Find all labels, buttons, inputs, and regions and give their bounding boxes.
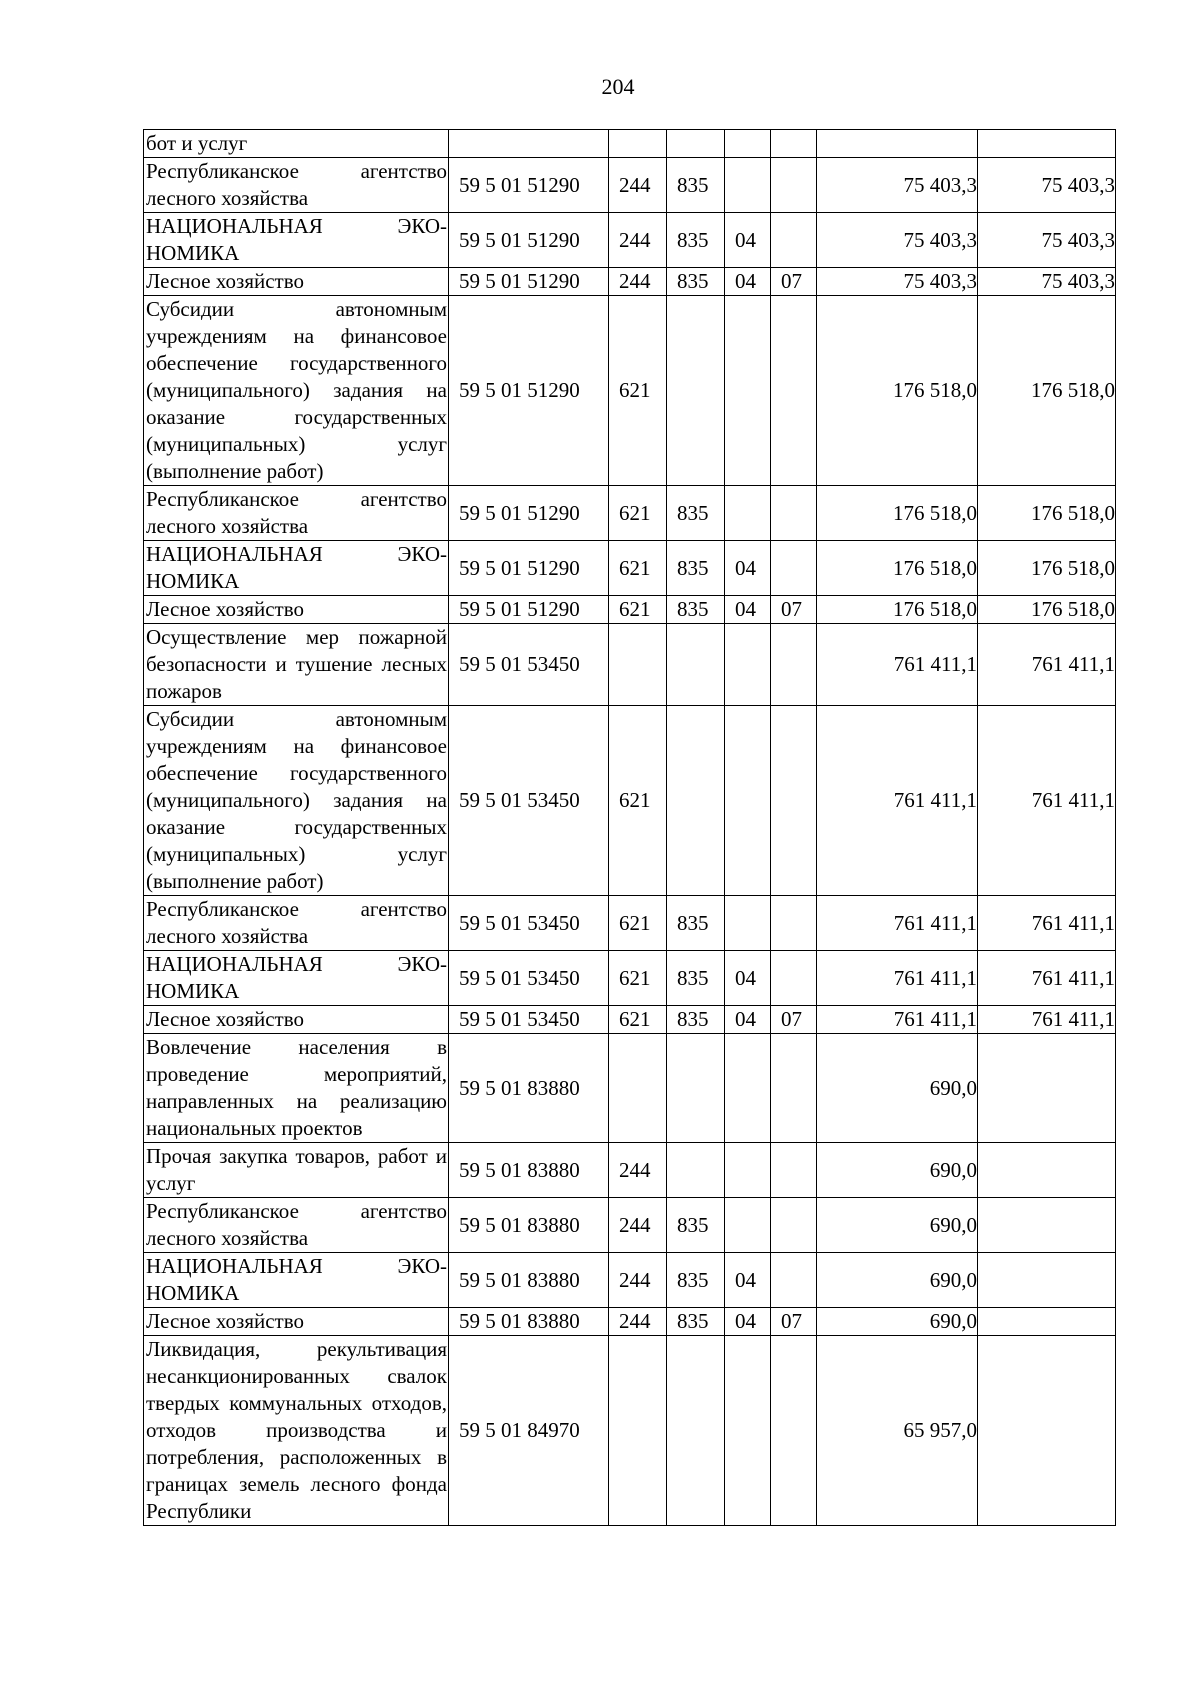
amount-year2-cell <box>978 1143 1116 1198</box>
ministry-code-cell <box>667 1034 725 1143</box>
amount-year1-cell: 176 518,0 <box>817 296 978 486</box>
amount-year2-cell: 75 403,3 <box>978 213 1116 268</box>
target-code-cell: 59 5 01 51290 <box>449 596 609 624</box>
section-cell <box>725 1198 771 1253</box>
table-row <box>144 541 1116 596</box>
target-code-cell: 59 5 01 53450 <box>449 706 609 896</box>
row-name-cell: Вовлечение населения в проведение мероприятий, направленных на реализацию национальных проектов <box>144 1034 449 1143</box>
ministry-code-cell: 835 <box>667 1308 725 1336</box>
subsection-cell <box>771 158 817 213</box>
subsection-cell: 07 <box>771 596 817 624</box>
amount-year1-cell: 65 957,0 <box>817 1336 978 1526</box>
target-code-cell: 59 5 01 51290 <box>449 268 609 296</box>
target-code-cell: 59 5 01 53450 <box>449 951 609 1006</box>
subsection-cell <box>771 213 817 268</box>
amount-year2-cell: 761 411,1 <box>978 624 1116 706</box>
expense-type-cell: 244 <box>609 213 667 268</box>
ministry-code-cell <box>667 130 725 158</box>
target-code-cell: 59 5 01 51290 <box>449 486 609 541</box>
expense-type-cell: 621 <box>609 486 667 541</box>
subsection-cell <box>771 296 817 486</box>
expense-type-cell: 244 <box>609 158 667 213</box>
section-cell: 04 <box>725 1308 771 1336</box>
target-code-cell: 59 5 01 53450 <box>449 624 609 706</box>
row-name-cell: НАЦИОНАЛЬНАЯ ЭКОНОМИКА <box>144 541 449 596</box>
amount-year2-cell: 761 411,1 <box>978 706 1116 896</box>
subsection-cell <box>771 1034 817 1143</box>
subsection-cell <box>771 130 817 158</box>
expense-type-cell <box>609 1336 667 1526</box>
ministry-code-cell <box>667 296 725 486</box>
target-code-cell <box>449 130 609 158</box>
amount-year2-cell: 761 411,1 <box>978 896 1116 951</box>
row-name-cell: НАЦИОНАЛЬНАЯ ЭКОНОМИКА <box>144 1253 449 1308</box>
amount-year2-cell: 75 403,3 <box>978 158 1116 213</box>
amount-year1-cell: 761 411,1 <box>817 951 978 1006</box>
amount-year1-cell: 75 403,3 <box>817 158 978 213</box>
section-cell <box>725 706 771 896</box>
row-name-cell: Республиканское агентство лесного хозяйства <box>144 486 449 541</box>
subsection-cell: 07 <box>771 268 817 296</box>
expense-type-cell <box>609 1034 667 1143</box>
row-name-cell: Республиканское агентство лесного хозяйства <box>144 1198 449 1253</box>
section-cell <box>725 296 771 486</box>
section-cell: 04 <box>725 268 771 296</box>
section-cell: 04 <box>725 1253 771 1308</box>
row-name-cell: Республиканское агентство лесного хозяйства <box>144 896 449 951</box>
table-row <box>144 1034 1116 1143</box>
amount-year2-cell <box>978 1253 1116 1308</box>
amount-year1-cell: 176 518,0 <box>817 541 978 596</box>
table-row <box>144 1336 1116 1526</box>
ministry-code-cell: 835 <box>667 541 725 596</box>
row-name-cell: Лесное хозяйство <box>144 1308 449 1336</box>
amount-year1-cell: 176 518,0 <box>817 596 978 624</box>
ministry-code-cell: 835 <box>667 268 725 296</box>
amount-year2-cell: 761 411,1 <box>978 951 1116 1006</box>
table-row <box>144 213 1116 268</box>
expense-type-cell: 244 <box>609 1143 667 1198</box>
amount-year2-cell: 176 518,0 <box>978 296 1116 486</box>
table-row <box>144 951 1116 1006</box>
table-row <box>144 486 1116 541</box>
row-name-cell: Субсидии автономным учреждениям на финансовое обеспечение государственного (муниципального) задания на оказание государственных (муниципальных) услуг (выполнение работ) <box>144 296 449 486</box>
expense-type-cell: 621 <box>609 296 667 486</box>
amount-year1-cell: 761 411,1 <box>817 1006 978 1034</box>
ministry-code-cell: 835 <box>667 486 725 541</box>
ministry-code-cell: 835 <box>667 1006 725 1034</box>
subsection-cell: 07 <box>771 1308 817 1336</box>
expense-type-cell <box>609 624 667 706</box>
subsection-cell: 07 <box>771 1006 817 1034</box>
table-row <box>144 296 1116 486</box>
table-row <box>144 158 1116 213</box>
expense-type-cell: 621 <box>609 951 667 1006</box>
expense-type-cell: 621 <box>609 706 667 896</box>
amount-year1-cell: 176 518,0 <box>817 486 978 541</box>
amount-year2-cell: 761 411,1 <box>978 1006 1116 1034</box>
ministry-code-cell <box>667 624 725 706</box>
amount-year1-cell: 690,0 <box>817 1143 978 1198</box>
section-cell: 04 <box>725 213 771 268</box>
row-name-cell: Республиканское агентство лесного хозяйства <box>144 158 449 213</box>
amount-year2-cell: 176 518,0 <box>978 486 1116 541</box>
row-name-cell: Лесное хозяйство <box>144 268 449 296</box>
amount-year2-cell: 176 518,0 <box>978 596 1116 624</box>
ministry-code-cell: 835 <box>667 213 725 268</box>
expense-type-cell: 621 <box>609 1006 667 1034</box>
table-row <box>144 1198 1116 1253</box>
subsection-cell <box>771 1253 817 1308</box>
amount-year1-cell: 690,0 <box>817 1198 978 1253</box>
expense-type-cell: 244 <box>609 1253 667 1308</box>
row-name-cell: Ликвидация, рекультивация несанкционированных свалок твердых коммунальных отходов, отходов производства и потребления, расположенных в границах земель лесного фонда Республики <box>144 1336 449 1526</box>
section-cell <box>725 1143 771 1198</box>
section-cell <box>725 158 771 213</box>
row-name-cell: Лесное хозяйство <box>144 596 449 624</box>
ministry-code-cell: 835 <box>667 896 725 951</box>
amount-year1-cell: 761 411,1 <box>817 624 978 706</box>
expense-type-cell <box>609 130 667 158</box>
table-row <box>144 1308 1116 1336</box>
subsection-cell <box>771 624 817 706</box>
subsection-cell <box>771 1143 817 1198</box>
section-cell <box>725 130 771 158</box>
expense-type-cell: 244 <box>609 268 667 296</box>
target-code-cell: 59 5 01 83880 <box>449 1198 609 1253</box>
amount-year1-cell: 690,0 <box>817 1253 978 1308</box>
expense-type-cell: 621 <box>609 541 667 596</box>
subsection-cell <box>771 896 817 951</box>
row-name-cell: НАЦИОНАЛЬНАЯ ЭКОНОМИКА <box>144 213 449 268</box>
section-cell: 04 <box>725 596 771 624</box>
page-number: 204 <box>601 74 635 99</box>
target-code-cell: 59 5 01 83880 <box>449 1253 609 1308</box>
section-cell: 04 <box>725 1006 771 1034</box>
target-code-cell: 59 5 01 51290 <box>449 213 609 268</box>
ministry-code-cell: 835 <box>667 1253 725 1308</box>
amount-year2-cell <box>978 1336 1116 1526</box>
table-row <box>144 706 1116 896</box>
row-name-cell: НАЦИОНАЛЬНАЯ ЭКОНОМИКА <box>144 951 449 1006</box>
amount-year2-cell: 176 518,0 <box>978 541 1116 596</box>
subsection-cell <box>771 951 817 1006</box>
section-cell: 04 <box>725 541 771 596</box>
ministry-code-cell: 835 <box>667 158 725 213</box>
table-row <box>144 624 1116 706</box>
target-code-cell: 59 5 01 83880 <box>449 1308 609 1336</box>
target-code-cell: 59 5 01 51290 <box>449 541 609 596</box>
section-cell <box>725 624 771 706</box>
table-row <box>144 1006 1116 1034</box>
section-cell <box>725 1336 771 1526</box>
table-row <box>144 268 1116 296</box>
expense-type-cell: 621 <box>609 896 667 951</box>
ministry-code-cell <box>667 706 725 896</box>
row-name-cell: бот и услуг <box>144 130 449 158</box>
section-cell <box>725 896 771 951</box>
table-row <box>144 130 1116 158</box>
amount-year2-cell: 75 403,3 <box>978 268 1116 296</box>
amount-year1-cell: 690,0 <box>817 1034 978 1143</box>
table-row <box>144 596 1116 624</box>
budget-table <box>143 129 1116 1526</box>
section-cell <box>725 1034 771 1143</box>
ministry-code-cell <box>667 1143 725 1198</box>
expense-type-cell: 244 <box>609 1198 667 1253</box>
expense-type-cell: 621 <box>609 596 667 624</box>
ministry-code-cell: 835 <box>667 596 725 624</box>
amount-year1-cell: 75 403,3 <box>817 268 978 296</box>
amount-year2-cell <box>978 1308 1116 1336</box>
subsection-cell <box>771 1198 817 1253</box>
section-cell: 04 <box>725 951 771 1006</box>
row-name-cell: Лесное хозяйство <box>144 1006 449 1034</box>
row-name-cell: Прочая закупка товаров, работ и услуг <box>144 1143 449 1198</box>
amount-year1-cell: 761 411,1 <box>817 896 978 951</box>
ministry-code-cell <box>667 1336 725 1526</box>
table-row <box>144 1253 1116 1308</box>
ministry-code-cell: 835 <box>667 1198 725 1253</box>
table-row <box>144 896 1116 951</box>
ministry-code-cell: 835 <box>667 951 725 1006</box>
expense-type-cell: 244 <box>609 1308 667 1336</box>
target-code-cell: 59 5 01 84970 <box>449 1336 609 1526</box>
target-code-cell: 59 5 01 53450 <box>449 896 609 951</box>
target-code-cell: 59 5 01 51290 <box>449 296 609 486</box>
subsection-cell <box>771 541 817 596</box>
row-name-cell: Осуществление мер пожарной безопасности и тушение лесных пожаров <box>144 624 449 706</box>
amount-year1-cell <box>817 130 978 158</box>
amount-year1-cell: 690,0 <box>817 1308 978 1336</box>
table-row <box>144 1143 1116 1198</box>
amount-year1-cell: 761 411,1 <box>817 706 978 896</box>
target-code-cell: 59 5 01 83880 <box>449 1034 609 1143</box>
section-cell <box>725 486 771 541</box>
subsection-cell <box>771 1336 817 1526</box>
target-code-cell: 59 5 01 51290 <box>449 158 609 213</box>
target-code-cell: 59 5 01 53450 <box>449 1006 609 1034</box>
subsection-cell <box>771 706 817 896</box>
subsection-cell <box>771 486 817 541</box>
amount-year2-cell <box>978 1198 1116 1253</box>
amount-year1-cell: 75 403,3 <box>817 213 978 268</box>
target-code-cell: 59 5 01 83880 <box>449 1143 609 1198</box>
amount-year2-cell <box>978 130 1116 158</box>
amount-year2-cell <box>978 1034 1116 1143</box>
row-name-cell: Субсидии автономным учреждениям на финансовое обеспечение государственного (муниципального) задания на оказание государственных (муниципальных) услуг (выполнение работ) <box>144 706 449 896</box>
